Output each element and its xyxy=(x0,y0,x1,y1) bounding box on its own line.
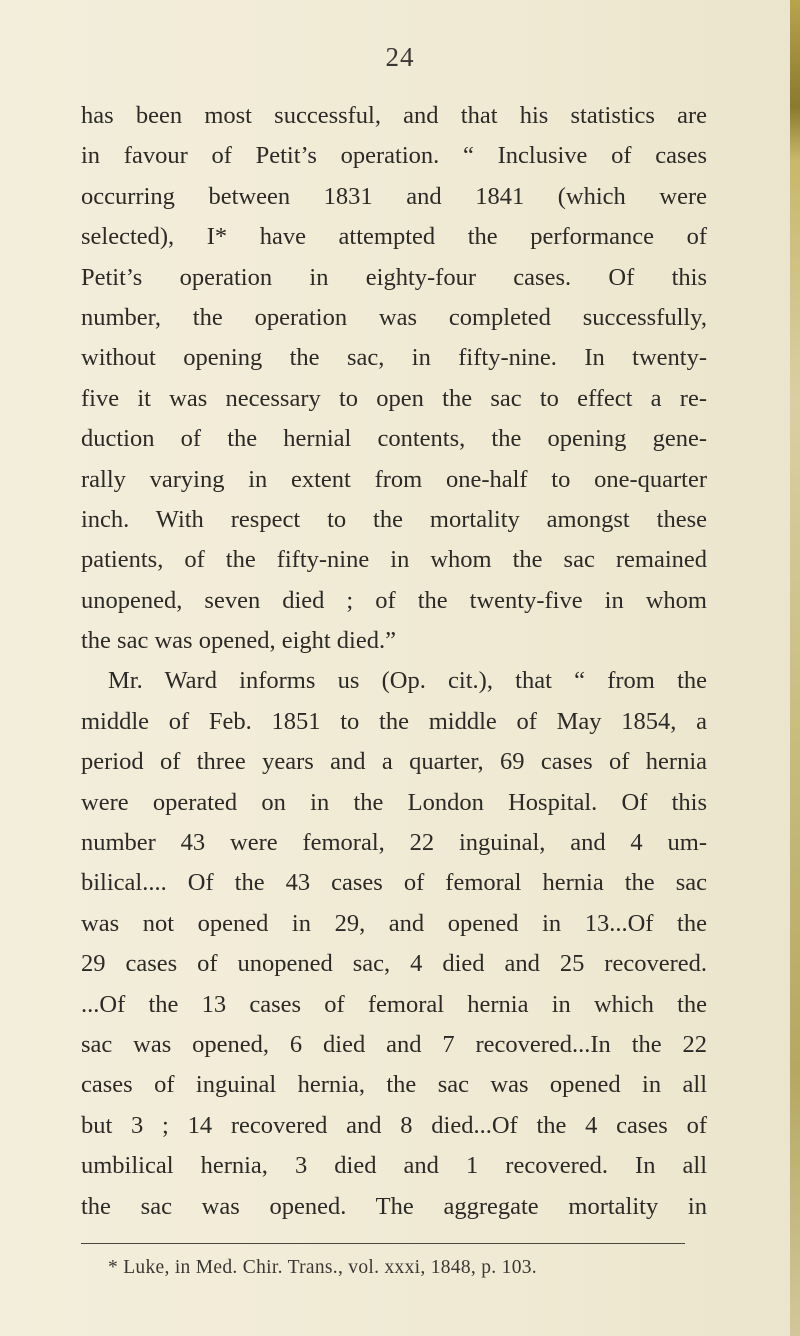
page-edge xyxy=(790,0,800,1336)
text-line: selected), I* have attempted the performance of xyxy=(81,223,707,251)
text-line: middle of Feb. 1851 to the middle of May 1854, a xyxy=(81,707,707,735)
text-line: occurring between 1831 and 1841 (which were xyxy=(81,182,707,210)
text-line: rally varying in extent from one-half to one-quarter xyxy=(81,465,707,493)
text-line: in favour of Petit’s operation. “ Inclusive of cases xyxy=(81,142,707,170)
text-line: 29 cases of unopened sac, 4 died and 25 recovered. xyxy=(81,950,707,978)
text-line: unopened, seven died ; of the twenty-five in whom xyxy=(81,586,707,614)
text-line: five it was necessary to open the sac to effect a re- xyxy=(81,384,707,412)
text-line: ...Of the 13 cases of femoral hernia in which the xyxy=(81,990,707,1018)
text-line: bilical.... Of the 43 cases of femoral hernia the sac xyxy=(81,869,707,897)
text-line: were operated on in the London Hospital. Of this xyxy=(81,788,707,816)
text-line: number 43 were femoral, 22 inguinal, and 4 um- xyxy=(81,829,707,857)
text-line: has been most successful, and that his statistics are xyxy=(81,102,707,129)
text-line: patients, of the fifty-nine in whom the sac remained xyxy=(81,546,707,574)
text-line: Petit’s operation in eighty-four cases. Of this xyxy=(81,263,707,291)
text-line: umbilical hernia, 3 died and 1 recovered. In all xyxy=(81,1152,707,1180)
text-line: was not opened in 29, and opened in 13...Of the xyxy=(81,909,707,937)
text-line: sac was opened, 6 died and 7 recovered...In the 22 xyxy=(81,1030,707,1058)
footnote-rule xyxy=(81,1243,685,1244)
text-line: inch. With respect to the mortality amongst these xyxy=(81,505,707,533)
text-line: but 3 ; 14 recovered and 8 died...Of the 4 cases of xyxy=(81,1111,707,1139)
text-line: the sac was opened. The aggregate mortality in xyxy=(81,1192,707,1220)
body-text xyxy=(81,96,707,1227)
footnote: * Luke, in Med. Chir. Trans., vol. xxxi, 1848, p. 103. xyxy=(108,1257,537,1278)
text-line: number, the operation was completed successfully, xyxy=(81,303,707,331)
text-line: without opening the sac, in fifty-nine. In twenty- xyxy=(81,344,707,372)
text-line: duction of the hernial contents, the opening gene- xyxy=(81,425,707,453)
text-line: the sac was opened, eight died.” xyxy=(81,627,396,655)
text-line: cases of inguinal hernia, the sac was opened in all xyxy=(81,1071,707,1099)
text-line: Mr. Ward informs us (Op. cit.), that “ from the xyxy=(108,667,707,695)
text-line: period of three years and a quarter, 69 cases of hernia xyxy=(81,748,707,776)
page-number: 24 xyxy=(385,42,415,72)
